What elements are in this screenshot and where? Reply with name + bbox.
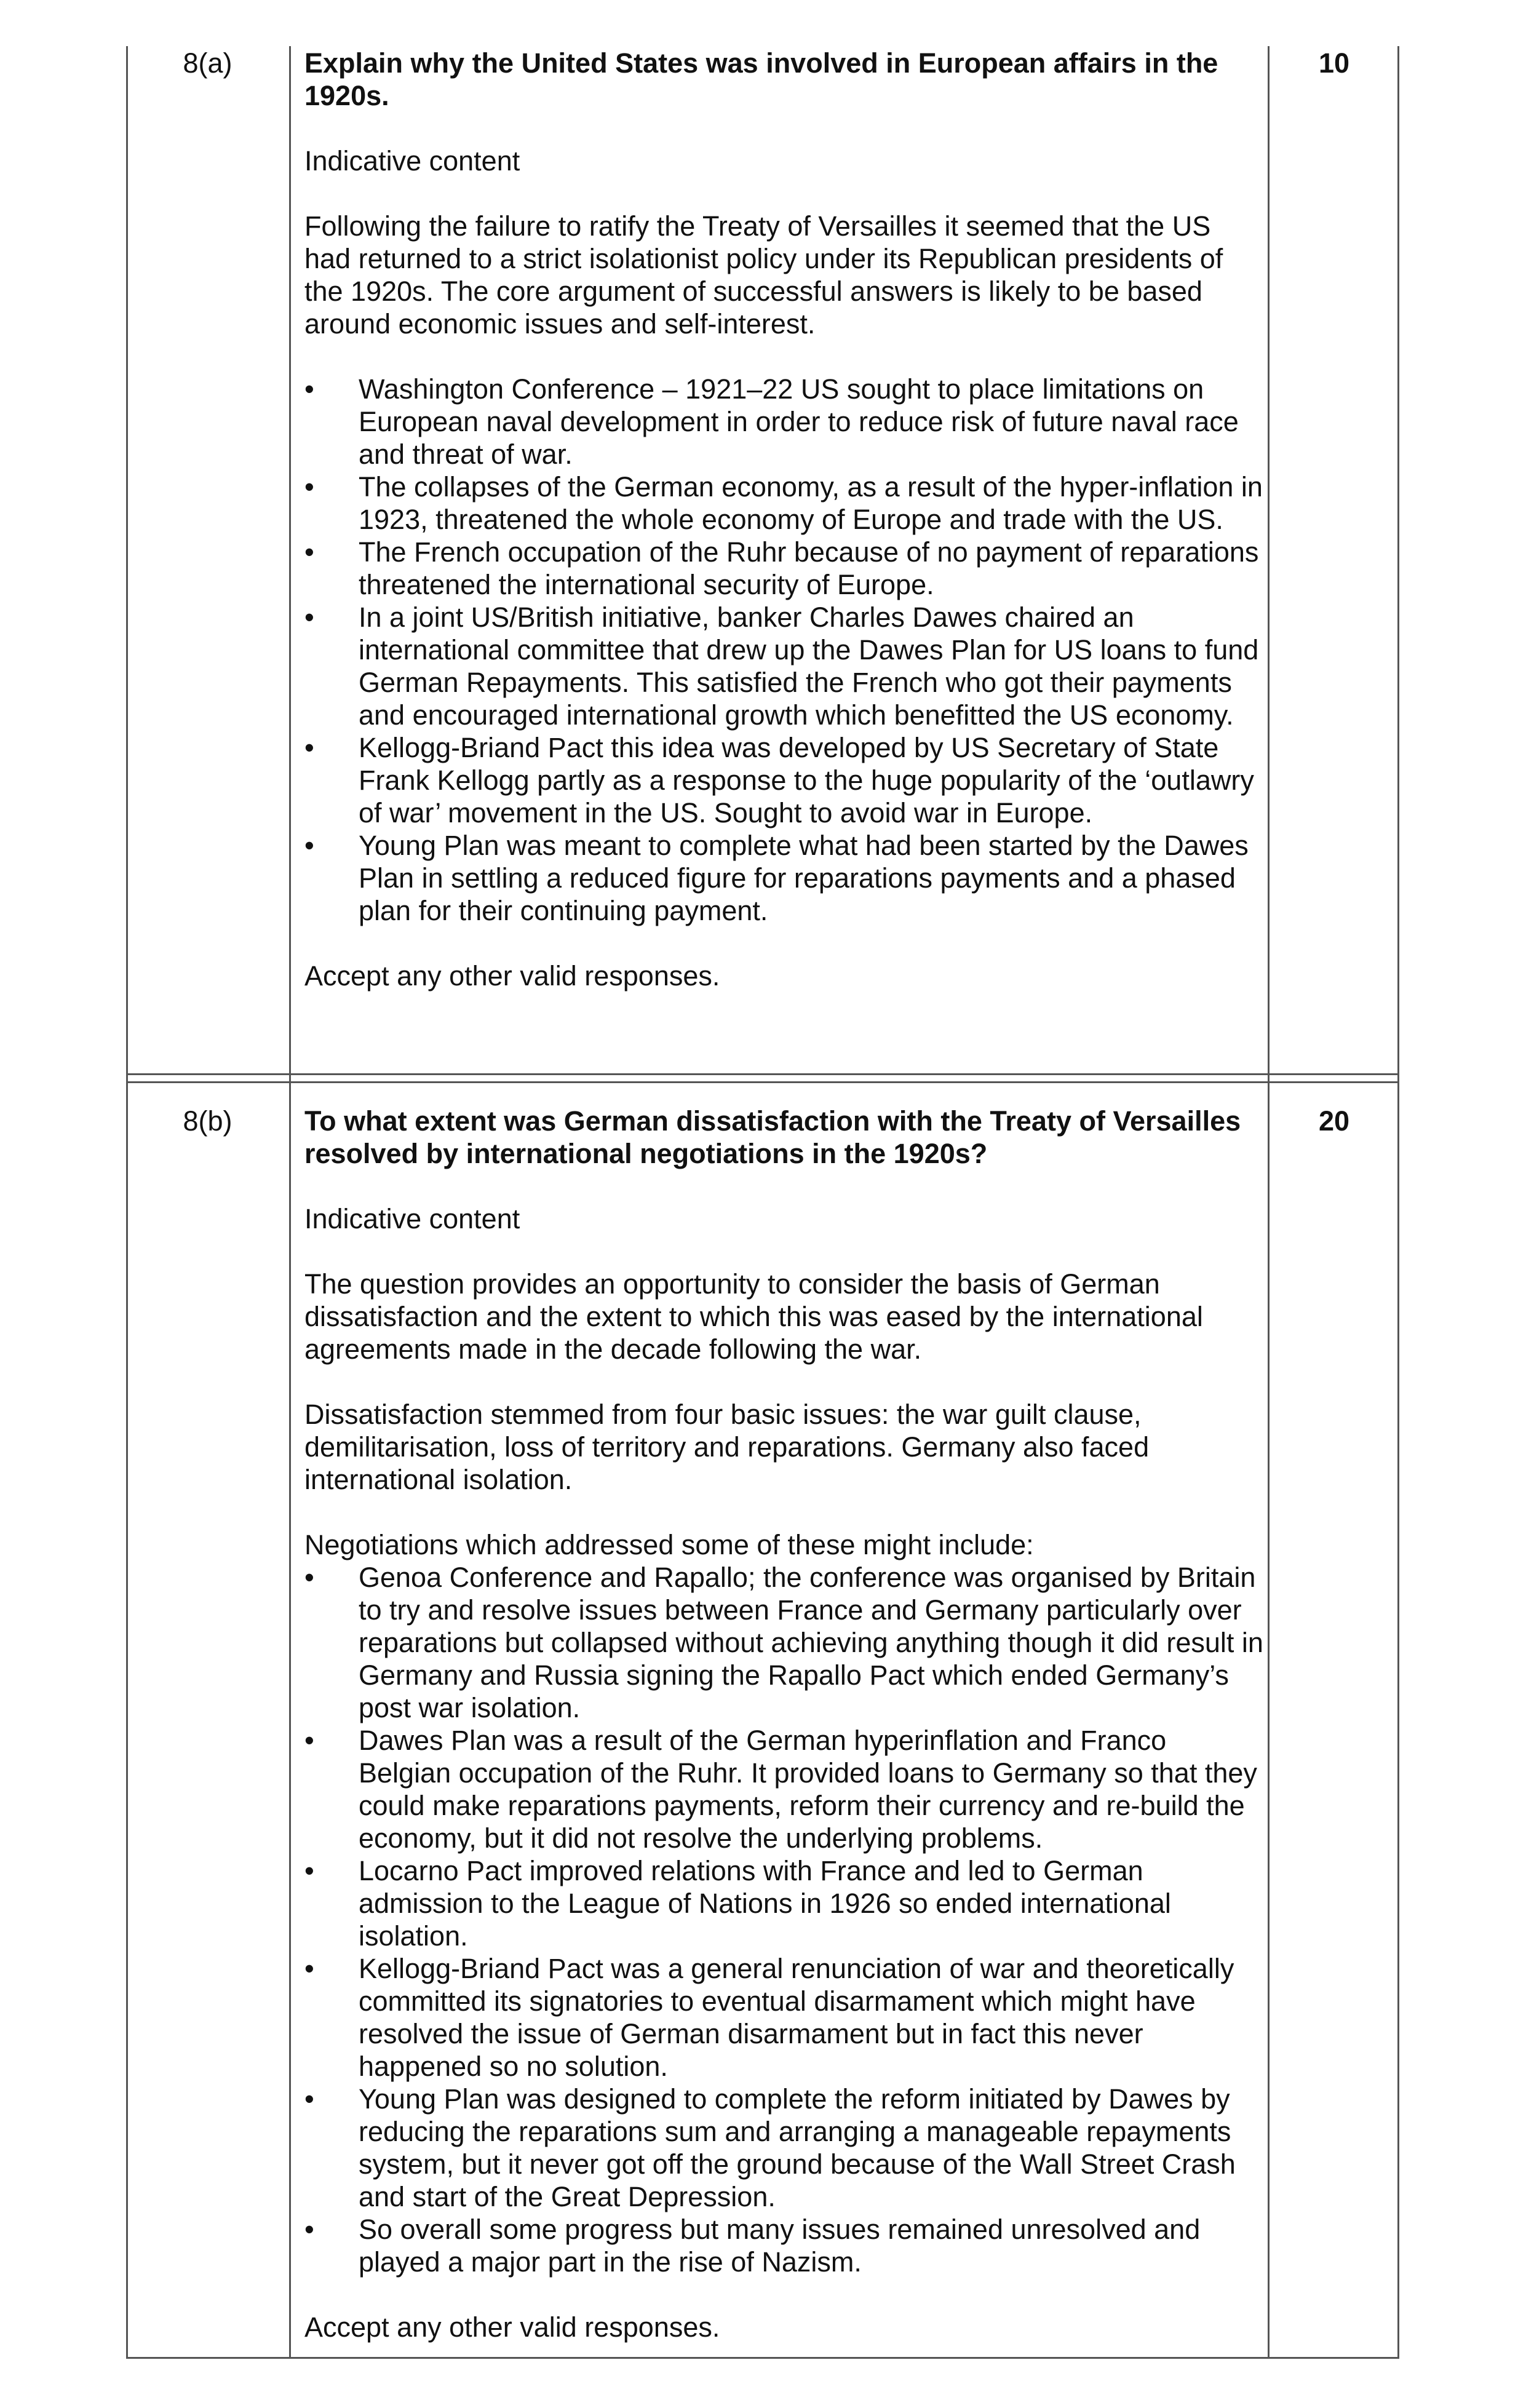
- bullet-icon: •: [304, 830, 314, 861]
- table-border-left: [126, 46, 128, 2359]
- intro-paragraph: The question provides an opportunity to consider the basis of German dissatisfaction and the extent to which this was eased by the international agreements made in the decade following the war.: [304, 1268, 1203, 1365]
- bullet-icon: •: [304, 471, 314, 503]
- bullet-icon: •: [304, 2083, 314, 2115]
- question-text: Explain why the United States was involved in European affairs in the 1920s.: [304, 47, 1218, 111]
- list-item: [304, 2213, 1264, 2278]
- bullet-icon: •: [304, 1562, 314, 1593]
- bullet-icon: •: [304, 1953, 314, 1984]
- list-item: [304, 536, 1264, 601]
- row-separator-top: [126, 1073, 1399, 1075]
- bullet-icon: •: [304, 2214, 314, 2245]
- row-separator-bottom: [126, 1081, 1399, 1083]
- list-item: [304, 2083, 1264, 2213]
- list-item-text: Locarno Pact improved relations with France and led to German admission to the League of Nations in 1926 so ended international isolation.: [359, 1855, 1171, 1952]
- list-item: [304, 1724, 1264, 1854]
- list-item: [304, 1561, 1264, 1724]
- list-item: [304, 601, 1264, 731]
- marks-value: 10: [1318, 47, 1350, 79]
- list-item-text: Young Plan was designed to complete the reform initiated by Dawes by reducing the reparations sum and arranging a manageable repayments system, but it never got off the ground because of the Wall Street Crash and start of the Great Depression.: [359, 2083, 1236, 2212]
- bullet-icon: •: [304, 1855, 314, 1886]
- table-border-bottom: [126, 2357, 1399, 2359]
- list-item: [304, 373, 1264, 471]
- bullet-icon: •: [304, 732, 314, 763]
- lead-sentence: Negotiations which addressed some of these might include:: [304, 1529, 1034, 1560]
- list-item-text: Kellogg-Briand Pact this idea was developed by US Secretary of State Frank Kellogg partly as a response to the huge popularity of the ‘outlawry of war’ movement in the US. Sought to avoid war in Europe.: [359, 732, 1254, 828]
- bullet-icon: •: [304, 536, 314, 568]
- column-divider-2: [1268, 46, 1270, 2359]
- bullet-icon: •: [304, 1725, 314, 1756]
- bullet-icon: •: [304, 373, 314, 405]
- bullet-list: [304, 373, 1264, 927]
- marks-value: 20: [1318, 1105, 1350, 1137]
- list-item: [304, 1854, 1264, 1952]
- list-item-text: Kellogg-Briand Pact was a general renunciation of war and theoretically committed its signatories to eventual disarmament which might have resolved the issue of German disarmament but in fact this never happened so no solution.: [359, 1953, 1234, 2082]
- list-item-text: Young Plan was meant to complete what had been started by the Dawes Plan in settling a reduced figure for reparations payments and a phased plan for their continuing payment.: [359, 830, 1249, 926]
- list-item-text: Washington Conference – 1921–22 US sought to place limitations on European naval development in order to reduce risk of future naval race and threat of war.: [359, 373, 1239, 470]
- list-item-text: So overall some progress but many issues remained unresolved and played a major part in the rise of Nazism.: [359, 2214, 1201, 2278]
- bullet-list: [304, 1561, 1264, 2278]
- list-item: [304, 471, 1264, 536]
- bullet-icon: •: [304, 602, 314, 633]
- list-item-text: The collapses of the German economy, as a result of the hyper-inflation in 1923, threatened the whole economy of Europe and trade with the US.: [359, 471, 1263, 535]
- question-text: To what extent was German dissatisfaction with the Treaty of Versailles resolved by international negotiations in the 1920s?: [304, 1105, 1241, 1169]
- question-number: 8(a): [183, 47, 232, 79]
- closing-note: Accept any other valid responses.: [304, 2311, 720, 2343]
- column-divider-1: [289, 46, 291, 2359]
- list-item: [304, 1952, 1264, 2083]
- answer-content: [304, 47, 1264, 992]
- list-item: [304, 829, 1264, 927]
- list-item-text: In a joint US/British initiative, banker Charles Dawes chaired an international committee that drew up the Dawes Plan for US loans to fund German Repayments. This satisfied the French who got their payments and encouraged international growth which benefitted the US economy.: [359, 602, 1259, 731]
- question-number: 8(b): [183, 1105, 232, 1137]
- list-item-text: Dawes Plan was a result of the German hyperinflation and Franco Belgian occupation of the Ruhr. It provided loans to Germany so that they could make reparations payments, reform their currency and re-build the economy, but it did not resolve the underlying problems.: [359, 1725, 1257, 1854]
- intro-paragraph: Following the failure to ratify the Treaty of Versailles it seemed that the US had returned to a strict isolationist policy under its Republican presidents of the 1920s. The core argument of successful answers is likely to be based around economic issues and self-interest.: [304, 210, 1223, 340]
- answer-content: [304, 1105, 1264, 2343]
- intro-paragraph-2: Dissatisfaction stemmed from four basic issues: the war guilt clause, demilitarisation, loss of territory and reparations. Germany also faced international isolation.: [304, 1399, 1150, 1495]
- list-item-text: Genoa Conference and Rapallo; the conference was organised by Britain to try and resolve issues between France and Germany particularly over reparations but collapsed without achieving anything though it did result in Germany and Russia signing the Rapallo Pact which ended Germany’s post war isolation.: [359, 1562, 1263, 1723]
- closing-note: Accept any other valid responses.: [304, 960, 720, 991]
- list-item: [304, 731, 1264, 829]
- indicative-content-heading: Indicative content: [304, 145, 520, 177]
- table-border-right: [1397, 46, 1399, 2359]
- indicative-content-heading: Indicative content: [304, 1203, 520, 1234]
- list-item-text: The French occupation of the Ruhr because of no payment of reparations threatened the international security of Europe.: [359, 536, 1259, 600]
